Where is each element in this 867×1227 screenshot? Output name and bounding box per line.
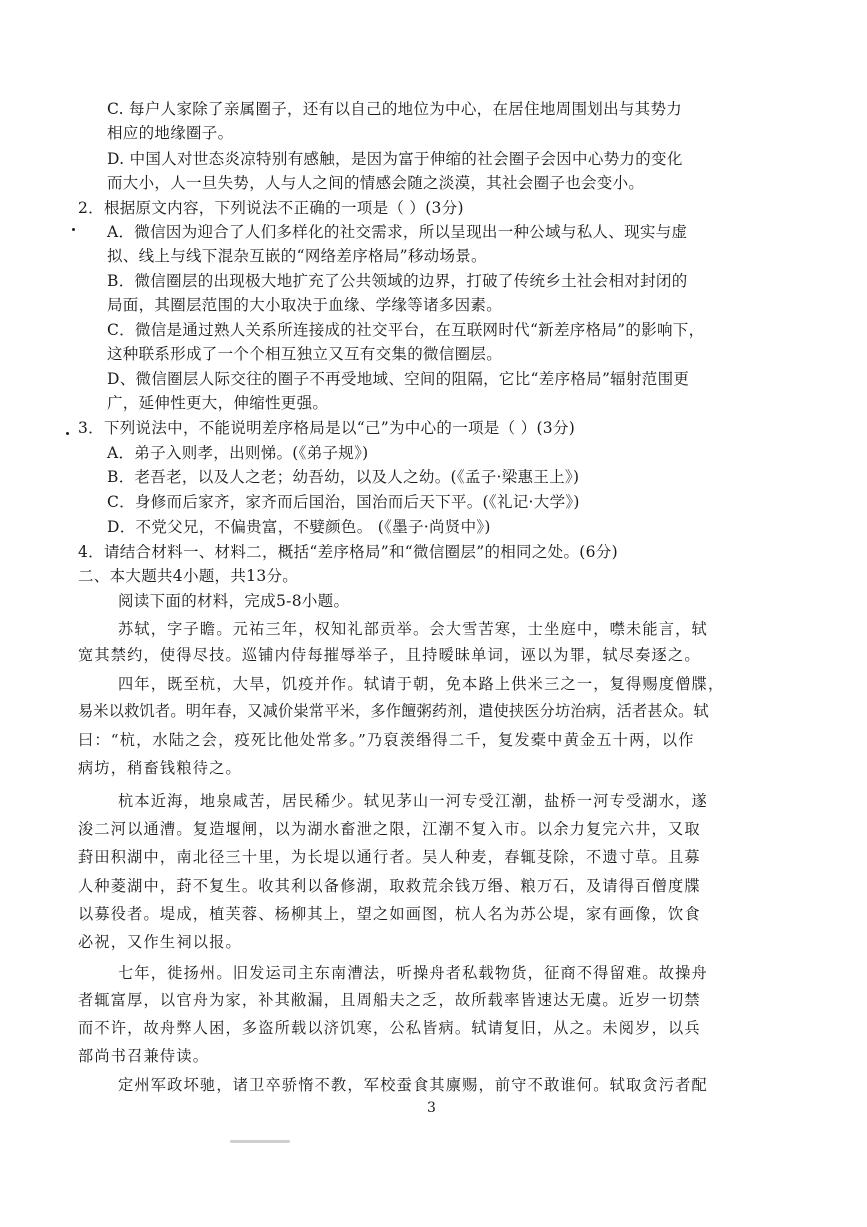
passage-line: 苏轼，字子瞻。元祐三年，权知礼部贡举。会大雪苦寒，士坐庭中，噤未能言，轼	[118, 620, 708, 638]
passage-line: 宽其禁约，使得尽技。巡铺内侍每摧辱举子，且持暧昧单词，诬以为罪，轼尽奏逐之。	[78, 646, 701, 664]
passage-line: 杭本近海，地泉咸苦，居民稀少。轼见茅山一河专受江潮，盐桥一河专受湖水，遂	[118, 792, 708, 810]
q1-option-d-cont: 而大小，人一旦失势，人与人之间的情感会随之淡漠，其社会圈子也会变小。	[107, 174, 645, 192]
q3-option-c: C．身修而后家齐，家齐而后国治，国治而后天下平。(《礼记·大学》)	[107, 493, 580, 511]
passage-line: 曰：“杭，水陆之会，疫死比他处常多。”乃裒羡缗得二千，复发橐中黄金五十两，以作	[78, 731, 695, 749]
q2-stem: 2．根据原文内容，下列说法不正确的一项是（ ）(3分)	[78, 199, 464, 217]
q2-option-a-cont: 拟、线上与线下混杂互嵌的“网络差序格局”移动场景。	[107, 247, 487, 265]
q3-option-a: A．弟子入则孝，出则悌。(《弟子规》)	[107, 444, 369, 462]
passage-line: 以募役者。堤成，植芙蓉、杨柳其上，望之如画图，杭人名为苏公堤，家有画像，饮食	[78, 905, 701, 923]
passage-line: 而不许，故舟弊人困，多盗所载以济饥寒，公私皆病。轼请复旧，从之。未阅岁，以兵	[78, 1019, 701, 1037]
page-number: 3	[427, 1100, 436, 1116]
reading-instruction: 阅读下面的材料，完成5-8小题。	[118, 592, 350, 610]
q2-option-b-cont: 局面，其圈层范围的大小取决于血缘、学缘等诸多因素。	[107, 296, 503, 314]
q2-option-d-cont: 广，延伸性更大，伸缩性更强。	[107, 394, 329, 412]
q2-option-b: B．微信圈层的出现极大地扩充了公共领域的边界，打破了传统乡土社会相对封闭的	[107, 272, 688, 290]
q2-option-a: A．微信因为迎合了人们多样化的社交需求，所以呈现出一种公域与私人、现实与虚	[107, 223, 688, 241]
passage-line: 四年，既至杭，大旱，饥疫并作。轼请于朝，免本路上供米三之一，复得赐度僧牒，	[118, 675, 725, 693]
q3-option-d: D．不党父兄，不偏贵富，不嬖颜色。 (《墨子·尚贤中》)	[107, 518, 491, 536]
passage-line: 者辄富厚，以官舟为家，补其敝漏，且周船夫之乏，故所载率皆速达无虞。近岁一切禁	[78, 991, 701, 1009]
passage-line: 浚二河以通漕。复造堰闸，以为湖水畜泄之限，江潮不复入市。以余力复完六井，又取	[78, 820, 701, 838]
q1-option-c: C. 每户人家除了亲属圈子，还有以自己的地位为中心，在居住地周围划出与其势力	[107, 100, 683, 118]
q4-stem: 4．请结合材料一、材料二，概括“差序格局”和“微信圈层”的相同之处。(6分)	[78, 543, 618, 561]
passage-line: 定州军政坏驰，诸卫卒骄惰不教，军校蚕食其廪赐，前守不敢谁何。轼取贪污者配	[118, 1076, 708, 1094]
section-2-heading: 二、本大题共4小题，共13分。	[78, 567, 299, 585]
q1-option-c-cont: 相应的地缘圈子。	[107, 124, 234, 142]
passage-line-underlined: 易米以救饥者。明年春，又减价粜常平米，多作饘粥药剂，遣使挟医分坊治病，活者甚众。轼	[78, 702, 709, 720]
q3-stem: 3．下列说法中，不能说明差序格局是以“己”为中心的一项是（ ）(3分)	[78, 419, 576, 437]
q2-option-c-cont: 这种联系形成了一个个相互独立又互有交集的微信圈层。	[107, 345, 503, 363]
passage-line: 葑田积湖中，南北径三十里，为长堤以通行者。吴人种麦，春辄芟除，不遗寸草。且募	[78, 848, 701, 866]
q3-option-b: B．老吾老，以及人之老；幼吾幼，以及人之幼。(《孟子·梁惠王上》)	[107, 468, 580, 486]
q2-option-d: D、微信圈层人际交往的圈子不再受地域、空间的阻隔，它比“差序格局”辐射范围更	[107, 370, 690, 388]
passage-line: 病坊，稍畜钱粮待之。	[78, 759, 242, 777]
passage-line: 七年，徙扬州。旧发运司主东南漕法，听操舟者私载物货，征商不得留难。故操舟	[118, 964, 708, 982]
q2-option-c: C．微信是通过熟人关系所连接成的社交平台，在互联网时代“新差序格局”的影响下，	[107, 321, 705, 339]
q1-option-d: D. 中国人对世态炎凉特别有感触，是因为富于伸缩的社会圈子会因中心势力的变化	[107, 150, 683, 168]
scan-dot	[66, 432, 69, 435]
passage-line: 部尚书召兼侍读。	[78, 1047, 210, 1065]
passage-line: 必祝，又作生祠以报。	[78, 933, 242, 951]
scan-dot	[72, 228, 75, 231]
passage-line: 人种菱湖中，葑不复生。收其利以备修湖，取救荒余钱万缗、粮万石，及请得百僧度牒	[78, 877, 701, 895]
scan-smudge	[230, 1140, 290, 1143]
